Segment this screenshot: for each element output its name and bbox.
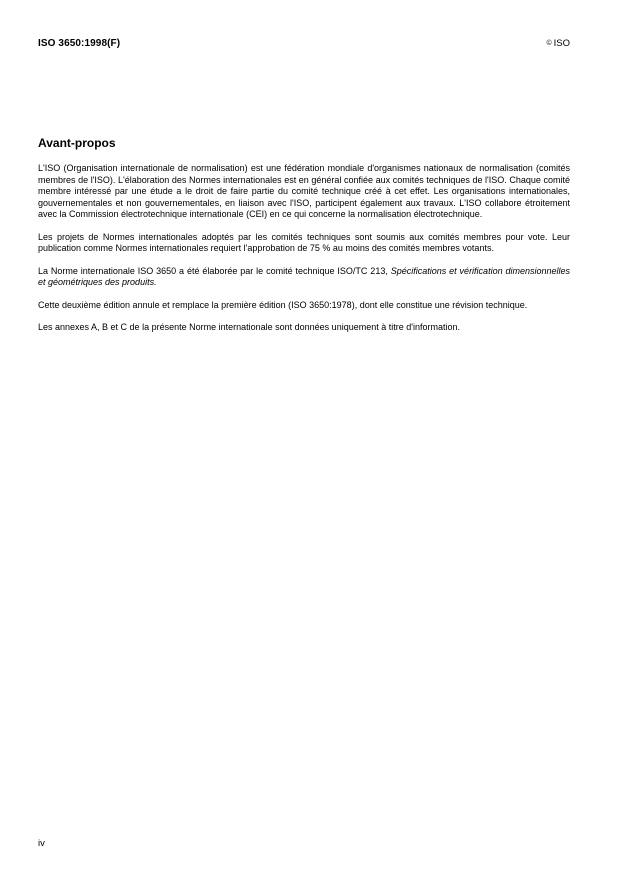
committee-title-italic: Spécifications et vérification dimensionnelles et géométriques des produits. [38,265,571,287]
paragraph-voting: Les projets de Normes internationales adoptés par les comités techniques sont soumis aux comités membres pour vote. Leur publication comme Normes internationales requiert l'approbation de 75 % au moins des comités membres votants. [38,231,570,253]
paragraph-annexes: Les annexes A, B et C de la présente Norme internationale sont données uniquement à titre d'information. [38,322,460,332]
committee-text: La Norme internationale ISO 3650 a été élaborée par le comité technique ISO/TC 213, [38,265,391,276]
paragraph-committee [38,266,570,289]
copyright-owner: ISO [553,38,570,49]
foreword-body [38,163,570,345]
document-identifier: ISO 3650:1998(F) [38,38,121,49]
paragraph-edition: Cette deuxième édition annule et remplace la première édition (ISO 3650:1978), dont elle constitue une révision technique. [38,299,528,310]
section-title: Avant-propos [38,136,116,150]
paragraph-iso-overview: L'ISO (Organisation internationale de normalisation) est une fédération mondiale d'organismes nationaux de normalisation (comités membres de l'ISO). L'élaboration des Normes internationales est en général confiée aux comités techniques de l'ISO. Chaque comité membre intéressé par une étude a le droit de faire partie du comité technique créé à cet effet. Les organisations internationales, gouvernementales et non gouvernementales, en liaison avec l'ISO, participent également aux travaux. L'ISO collabore étroitement avec la Commission électrotechnique internationale (CEI) en ce qui concerne la normalisation électrotechnique. [38,163,570,219]
page-number: iv [38,838,45,849]
copyright-icon: © [546,40,552,47]
copyright-notice [546,38,570,49]
